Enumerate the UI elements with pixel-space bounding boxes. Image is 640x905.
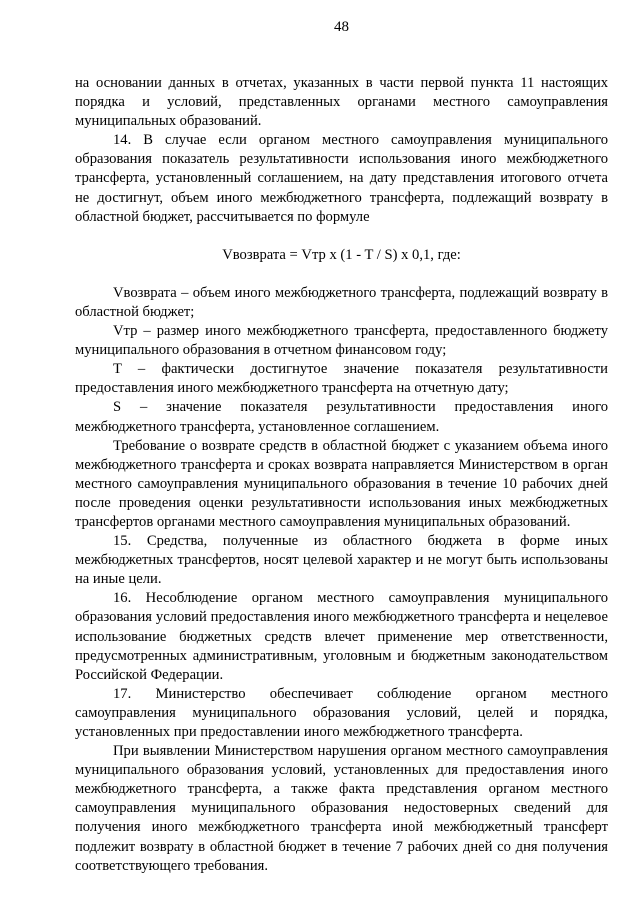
definition-t: T – фактически достигнутое значение показателя результативности предоставления иного межбюджетного трансферта на отчетную дату; xyxy=(75,361,608,397)
paragraph-item-15: 15. Средства, полученные из областного бюджета в форме иных межбюджетных трансфертов, носят целевой характер и не могут быть использованы на иные цели. xyxy=(75,533,608,588)
document-page xyxy=(75,18,608,876)
paragraph-item-17: 17. Министерство обеспечивает соблюдение органом местного самоуправления муниципального образования условий, целей и порядка, установленных при предоставлении иного межбюджетного трансферта. xyxy=(75,685,608,740)
definitions-and-items xyxy=(75,284,608,876)
definition-s: S – значение показателя результативности предоставления иного межбюджетного трансферта, установленное соглашением. xyxy=(75,399,608,435)
paragraph-violation-return: При выявлении Министерством нарушения органом местного самоуправления муниципального образования условий, установленных для предоставления иного межбюджетного трансферта, а также факта представления органом местного самоуправления муниципального образования недостоверных сведений для получения иного межбюджетного трансферта иной межбюджетный трансферт подлежит возврату в областной бюджет в течение 7 рабочих дней со дня получения соответствующего требования. xyxy=(75,743,608,874)
paragraph-continuation: на основании данных в отчетах, указанных в части первой пункта 11 настоящих порядка и условий, представленных органами местного самоуправления муниципальных образований. xyxy=(75,75,608,130)
paragraph-item-16: 16. Несоблюдение органом местного самоуправления муниципального образования условий предоставления иного межбюджетного трансферта и нецелевое использование бюджетных средств влечет применение мер ответственности, предусмотренных административным, уголовным и бюджетным законодательством Российской Федерации. xyxy=(75,590,608,683)
page-number: 48 xyxy=(334,19,349,35)
definition-v-tr: Vтр – размер иного межбюджетного трансферта, предоставленного бюджету муниципального образования в отчетном финансовом году; xyxy=(75,323,608,359)
return-formula: Vвозврата = Vтр x (1 - T / S) x 0,1, где: xyxy=(222,246,461,263)
definition-v-return: Vвозврата – объем иного межбюджетного трансферта, подлежащий возврату в областной бюджет; xyxy=(75,284,608,320)
paragraph-return-requirement: Требование о возврате средств в областной бюджет с указанием объема иного межбюджетного трансферта и сроках возврата направляется Министерством в орган местного самоуправления муниципального образования в течение 10 рабочих дней после проведения оценки результативности использования иных межбюджетных трансфертов органами местного самоуправления муниципальных образований. xyxy=(75,437,608,530)
paragraph-item-14: 14. В случае если органом местного самоуправления муниципального образования показатель результативности использования иного межбюджетного трансферта, установленный соглашением, на дату представления итогового отчета не достигнут, объем иного межбюджетного трансферта, подлежащий возврату в областной бюджет, рассчитывается по формуле xyxy=(75,132,608,225)
